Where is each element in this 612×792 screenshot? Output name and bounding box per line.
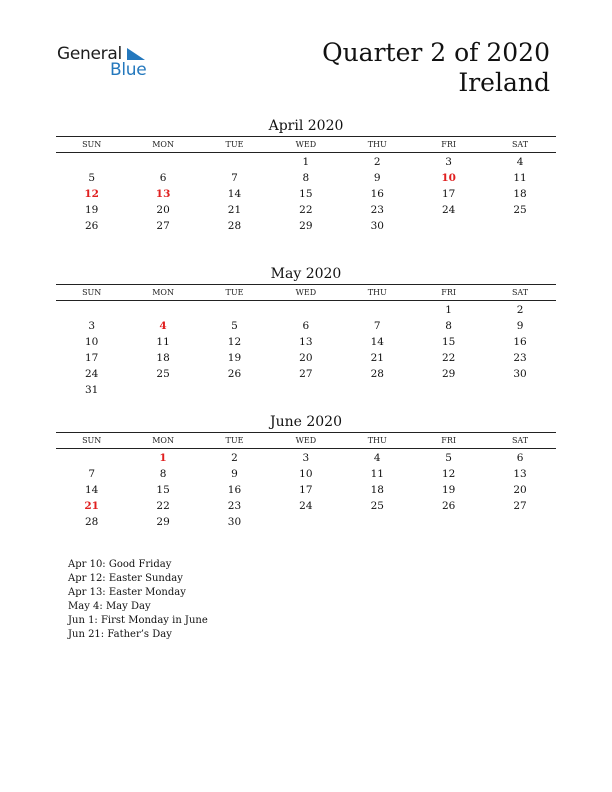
- week-row: [56, 350, 556, 366]
- title-quarter: Quarter 2 of 2020: [322, 38, 550, 67]
- day-cell: 23: [227, 500, 242, 512]
- week-row: [56, 202, 556, 218]
- day-cell: 5: [445, 452, 452, 464]
- holiday-day-cell: 21: [84, 500, 99, 512]
- day-cell: 11: [370, 468, 384, 480]
- day-cell: 16: [227, 484, 242, 496]
- weekday-sun: SUN: [82, 140, 102, 149]
- day-cell: 13: [299, 336, 313, 348]
- day-cell: 12: [227, 336, 242, 348]
- day-cell: 22: [299, 204, 313, 216]
- month-may: [56, 264, 556, 398]
- empty-day-cell: [342, 302, 413, 318]
- weekday-mon: MON: [152, 436, 174, 445]
- empty-day-cell: [484, 218, 555, 234]
- weekday-header: [56, 433, 556, 449]
- weekday-thu: THU: [367, 288, 387, 297]
- day-cell: 28: [85, 516, 99, 528]
- weekday-sun: SUN: [82, 288, 102, 297]
- week-row: [56, 154, 556, 170]
- holiday-item: Jun 1: First Monday in June: [68, 615, 208, 626]
- day-cell: 5: [88, 172, 96, 184]
- holiday-item: Apr 10: Good Friday: [68, 559, 172, 570]
- empty-day-cell: [199, 382, 270, 398]
- day-cell: 14: [370, 336, 384, 348]
- holiday-item: Apr 12: Easter Sunday: [68, 573, 183, 584]
- holiday-day-cell: 10: [441, 172, 456, 184]
- day-cell: 10: [85, 336, 99, 348]
- day-cell: 17: [85, 352, 99, 364]
- day-cell: 8: [445, 320, 452, 332]
- day-cell: 28: [370, 368, 384, 380]
- week-row: [56, 302, 556, 318]
- day-cell: 26: [85, 220, 99, 232]
- holiday-day-cell: 13: [155, 188, 171, 200]
- day-cell: 8: [302, 172, 310, 184]
- day-cell: 7: [231, 172, 238, 184]
- day-cell: 11: [156, 336, 170, 348]
- weekday-thu: THU: [367, 436, 387, 445]
- day-cell: 9: [373, 172, 381, 184]
- weekday-header: [56, 137, 556, 153]
- week-row: [56, 450, 556, 466]
- day-cell: 19: [85, 204, 99, 216]
- day-cell: 14: [85, 484, 99, 496]
- empty-day-cell: [270, 382, 341, 398]
- day-cell: 29: [441, 368, 456, 380]
- week-row: [56, 218, 556, 234]
- logo-text-general: General: [57, 44, 122, 64]
- month-days: [56, 449, 556, 530]
- day-cell: 20: [513, 484, 527, 496]
- day-cell: 22: [441, 352, 456, 364]
- month-title: April 2020: [268, 118, 344, 134]
- day-cell: 30: [513, 368, 527, 380]
- weekday-sun: SUN: [82, 436, 102, 445]
- day-cell: 15: [299, 188, 313, 200]
- weekday-sat: SAT: [511, 436, 529, 445]
- weekday-wed: WED: [295, 140, 317, 149]
- empty-day-cell: [270, 514, 341, 530]
- day-cell: 29: [156, 516, 170, 528]
- week-row: [56, 334, 556, 350]
- page-title: [322, 38, 550, 98]
- weekday-wed: WED: [295, 288, 317, 297]
- day-cell: 25: [156, 368, 170, 380]
- weekday-mon: MON: [152, 140, 174, 149]
- holiday-day-cell: 1: [159, 452, 167, 464]
- weekday-header: [56, 285, 556, 301]
- day-cell: 25: [370, 500, 384, 512]
- empty-day-cell: [342, 514, 413, 530]
- day-cell: 14: [227, 188, 242, 200]
- day-cell: 24: [85, 368, 99, 380]
- day-cell: 30: [370, 220, 384, 232]
- day-cell: 18: [370, 484, 384, 496]
- day-cell: 24: [441, 204, 456, 216]
- day-cell: 9: [231, 468, 238, 480]
- weekday-mon: MON: [152, 288, 174, 297]
- holiday-item: Apr 13: Easter Monday: [68, 587, 186, 598]
- day-cell: 7: [373, 320, 381, 332]
- empty-day-cell: [413, 382, 484, 398]
- weekday-tue: TUE: [225, 140, 244, 149]
- weekday-wed: WED: [295, 436, 317, 445]
- day-cell: 25: [513, 204, 527, 216]
- empty-day-cell: [342, 382, 413, 398]
- day-cell: 4: [516, 156, 524, 168]
- empty-day-cell: [413, 218, 484, 234]
- month-days: [56, 301, 556, 398]
- day-cell: 6: [302, 320, 310, 332]
- month-april: [56, 116, 556, 234]
- day-cell: 18: [156, 352, 170, 364]
- day-cell: 21: [370, 352, 384, 364]
- holiday-item: May 4: May Day: [68, 601, 151, 612]
- day-cell: 1: [302, 156, 310, 168]
- day-cell: 16: [370, 188, 384, 200]
- day-cell: 15: [441, 336, 456, 348]
- holiday-item: Jun 21: Father’s Day: [68, 629, 172, 640]
- month-days: [56, 153, 556, 234]
- day-cell: 6: [159, 172, 167, 184]
- empty-day-cell: [56, 302, 127, 318]
- weekday-sat: SAT: [511, 140, 529, 149]
- day-cell: 17: [441, 188, 456, 200]
- empty-day-cell: [56, 154, 127, 170]
- holiday-day-cell: 4: [159, 320, 167, 332]
- empty-day-cell: [270, 302, 341, 318]
- day-cell: 15: [156, 484, 170, 496]
- empty-day-cell: [127, 382, 198, 398]
- day-cell: 31: [85, 384, 99, 396]
- day-cell: 2: [516, 304, 524, 316]
- day-cell: 13: [513, 468, 527, 480]
- day-cell: 28: [227, 220, 242, 232]
- day-cell: 16: [513, 336, 527, 348]
- holiday-day-cell: 12: [84, 188, 99, 200]
- week-row: [56, 482, 556, 498]
- day-cell: 27: [299, 368, 313, 380]
- month-title: May 2020: [270, 266, 342, 282]
- day-cell: 2: [231, 452, 238, 464]
- day-cell: 3: [88, 320, 96, 332]
- month-june: [56, 412, 556, 530]
- day-cell: 1: [445, 304, 452, 316]
- day-cell: 3: [445, 156, 452, 168]
- empty-day-cell: [56, 450, 127, 466]
- day-cell: 18: [513, 188, 527, 200]
- day-cell: 30: [227, 516, 242, 528]
- brand-logo: [57, 44, 157, 84]
- empty-day-cell: [199, 302, 270, 318]
- day-cell: 29: [299, 220, 313, 232]
- weekday-sat: SAT: [511, 288, 529, 297]
- day-cell: 9: [516, 320, 524, 332]
- week-row: [56, 318, 556, 334]
- day-cell: 21: [227, 204, 242, 216]
- week-row: [56, 170, 556, 186]
- day-cell: 26: [441, 500, 456, 512]
- day-cell: 20: [299, 352, 313, 364]
- day-cell: 12: [441, 468, 456, 480]
- day-cell: 11: [513, 172, 527, 184]
- day-cell: 26: [227, 368, 242, 380]
- weekday-tue: TUE: [225, 288, 244, 297]
- day-cell: 4: [373, 452, 381, 464]
- weekday-thu: THU: [367, 140, 387, 149]
- logo-text-blue: Blue: [110, 60, 147, 80]
- day-cell: 10: [299, 468, 313, 480]
- weekday-fri: FRI: [441, 140, 457, 149]
- day-cell: 8: [159, 468, 167, 480]
- day-cell: 7: [88, 468, 96, 480]
- day-cell: 23: [513, 352, 527, 364]
- week-row: [56, 498, 556, 514]
- empty-day-cell: [127, 154, 198, 170]
- empty-day-cell: [484, 382, 555, 398]
- day-cell: 24: [299, 500, 313, 512]
- week-row: [56, 366, 556, 382]
- day-cell: 6: [516, 452, 524, 464]
- day-cell: 2: [373, 156, 381, 168]
- weekday-tue: TUE: [225, 436, 244, 445]
- week-row: [56, 466, 556, 482]
- empty-day-cell: [127, 302, 198, 318]
- title-country: Ireland: [458, 68, 550, 97]
- day-cell: 17: [299, 484, 313, 496]
- day-cell: 20: [156, 204, 170, 216]
- week-row: [56, 514, 556, 530]
- holiday-list: [68, 558, 208, 642]
- month-title: June 2020: [269, 414, 342, 430]
- empty-day-cell: [484, 514, 555, 530]
- day-cell: 19: [227, 352, 242, 364]
- day-cell: 27: [156, 220, 170, 232]
- day-cell: 22: [156, 500, 170, 512]
- day-cell: 23: [370, 204, 384, 216]
- week-row: [56, 382, 556, 398]
- day-cell: 5: [231, 320, 238, 332]
- weekday-fri: FRI: [441, 288, 457, 297]
- day-cell: 3: [302, 452, 310, 464]
- week-row: [56, 186, 556, 202]
- empty-day-cell: [199, 154, 270, 170]
- day-cell: 27: [513, 500, 527, 512]
- empty-day-cell: [413, 514, 484, 530]
- day-cell: 19: [441, 484, 456, 496]
- weekday-fri: FRI: [441, 436, 457, 445]
